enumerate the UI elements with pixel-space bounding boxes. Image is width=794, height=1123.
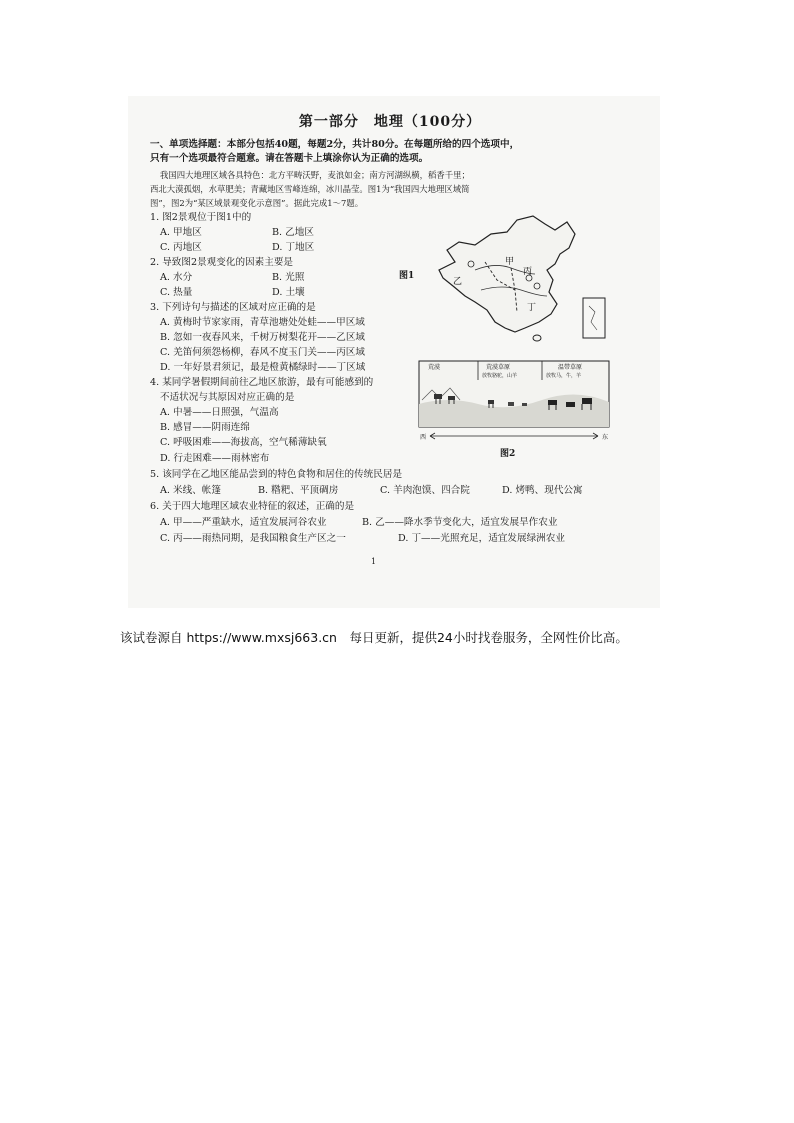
direction-east: 东: [602, 434, 609, 441]
section-instruction-1: 一、单项选择题：本部分包括40题，每题2分，共计80分。在每题所给的四个选项中，: [150, 139, 520, 150]
question-6-option-a: A. 甲——严重缺水，适宜发展河谷农业: [160, 517, 327, 528]
section-instruction-2: 只有一个选项最符合题意。请在答题卡上填涂你认为正确的选项。: [150, 153, 429, 164]
question-6-option-b: B. 乙——降水季节变化大，适宜发展旱作农业: [362, 517, 558, 528]
question-4-stem-2: 不适状况与其原因对应正确的是: [160, 392, 295, 403]
question-3-option-d: D. 一年好景君须记，最是橙黄橘绿时——丁区域: [160, 362, 366, 373]
question-3-option-c: C. 羌笛何须怨杨柳，春风不度玉门关——丙区域: [160, 347, 365, 358]
panel-label-desert-steppe: 荒漠草原: [486, 364, 511, 371]
passage-line-2: 西北大漠孤烟，水草肥美；青藏地区雪峰连绵，冰川晶莹。图1为“我国四大地理区域简: [150, 184, 470, 194]
page-title: 第一部分 地理（100分）: [298, 114, 482, 130]
question-2-stem: 2. 导致图2景观变化的因素主要是: [150, 257, 294, 268]
question-6-option-d: D. 丁——光照充足，适宜发展绿洲农业: [398, 533, 565, 544]
question-3-option-b: B. 忽如一夜春风来，千树万树梨花开——乙区域: [160, 332, 366, 343]
question-4-option-c: C. 呼吸困难——海拔高，空气稀薄缺氧: [160, 437, 327, 448]
question-6-option-c: C. 丙——雨热同期，是我国粮食生产区之一: [160, 533, 346, 544]
question-2-option-a: A. 水分: [160, 272, 193, 283]
question-5-option-b: B. 糌粑、平顶碉房: [258, 485, 339, 496]
question-1-option-c: C. 丙地区: [160, 242, 202, 253]
question-5-option-d: D. 烤鸭、现代公寓: [502, 485, 583, 496]
panel-note-horses-cattle-sheep: 放牧马，牛，羊: [546, 373, 582, 379]
question-4-stem-1: 4. 某同学暑假期间前往乙地区旅游，最有可能感到的: [150, 377, 374, 388]
source-footer: 该试卷源自 https://www.mxsj663.cn 每日更新，提供24小时找卷服务，全网性价比高。: [120, 630, 628, 645]
panel-label-desert: 荒漠: [428, 364, 441, 371]
region-label-bing: 丙: [523, 267, 533, 277]
page-number: 1: [371, 557, 377, 566]
question-2-option-c: C. 热量: [160, 287, 193, 298]
question-1-option-b: B. 乙地区: [272, 227, 314, 238]
question-3-stem: 3. 下列诗句与描述的区域对应正确的是: [150, 302, 316, 313]
question-5-option-c: C. 羊肉泡馍、四合院: [380, 485, 470, 496]
question-1-option-a: A. 甲地区: [160, 227, 202, 238]
region-label-jia: 甲: [505, 257, 515, 267]
direction-west: 西: [420, 434, 427, 441]
question-1-stem: 1. 图2景观位于图1中的: [150, 212, 252, 223]
question-1-option-d: D. 丁地区: [272, 242, 315, 253]
question-2-option-d: D. 土壤: [272, 287, 305, 298]
passage-line-3: 图”，图2为“某区域景观变化示意图”。据此完成1～7题。: [150, 198, 364, 208]
figure-1-map: [425, 212, 610, 352]
figure-1-label: 图1: [399, 271, 415, 281]
question-3-option-a: A. 黄梅时节家家雨，青草池塘处处蛙——甲区域: [160, 317, 365, 328]
question-4-option-d: D. 行走困难——雨林密布: [160, 453, 270, 464]
region-label-yi: 乙: [453, 277, 463, 287]
panel-note-camels-goats: 放牧骆驼，山羊: [482, 373, 518, 379]
figure-2-landscape: [418, 360, 610, 442]
passage-line-1: 我国四大地理区域各具特色：北方平畴沃野，麦浪如金；南方河湖纵横，稻香千里；: [160, 170, 470, 180]
question-5-stem: 5. 该同学在乙地区能品尝到的特色食物和居住的传统民居是: [150, 469, 403, 480]
region-label-ding: 丁: [527, 303, 537, 313]
question-6-stem: 6. 关于四大地理区域农业特征的叙述，正确的是: [150, 501, 355, 512]
question-4-option-b: B. 感冒——阴雨连绵: [160, 422, 250, 433]
panel-label-temperate-grassland: 温带草原: [558, 364, 583, 371]
figure-2-label: 图2: [500, 449, 516, 459]
question-4-option-a: A. 中暑——日照强，气温高: [160, 407, 279, 418]
question-2-option-b: B. 光照: [272, 272, 305, 283]
question-5-option-a: A. 米线、帐篷: [160, 485, 221, 496]
